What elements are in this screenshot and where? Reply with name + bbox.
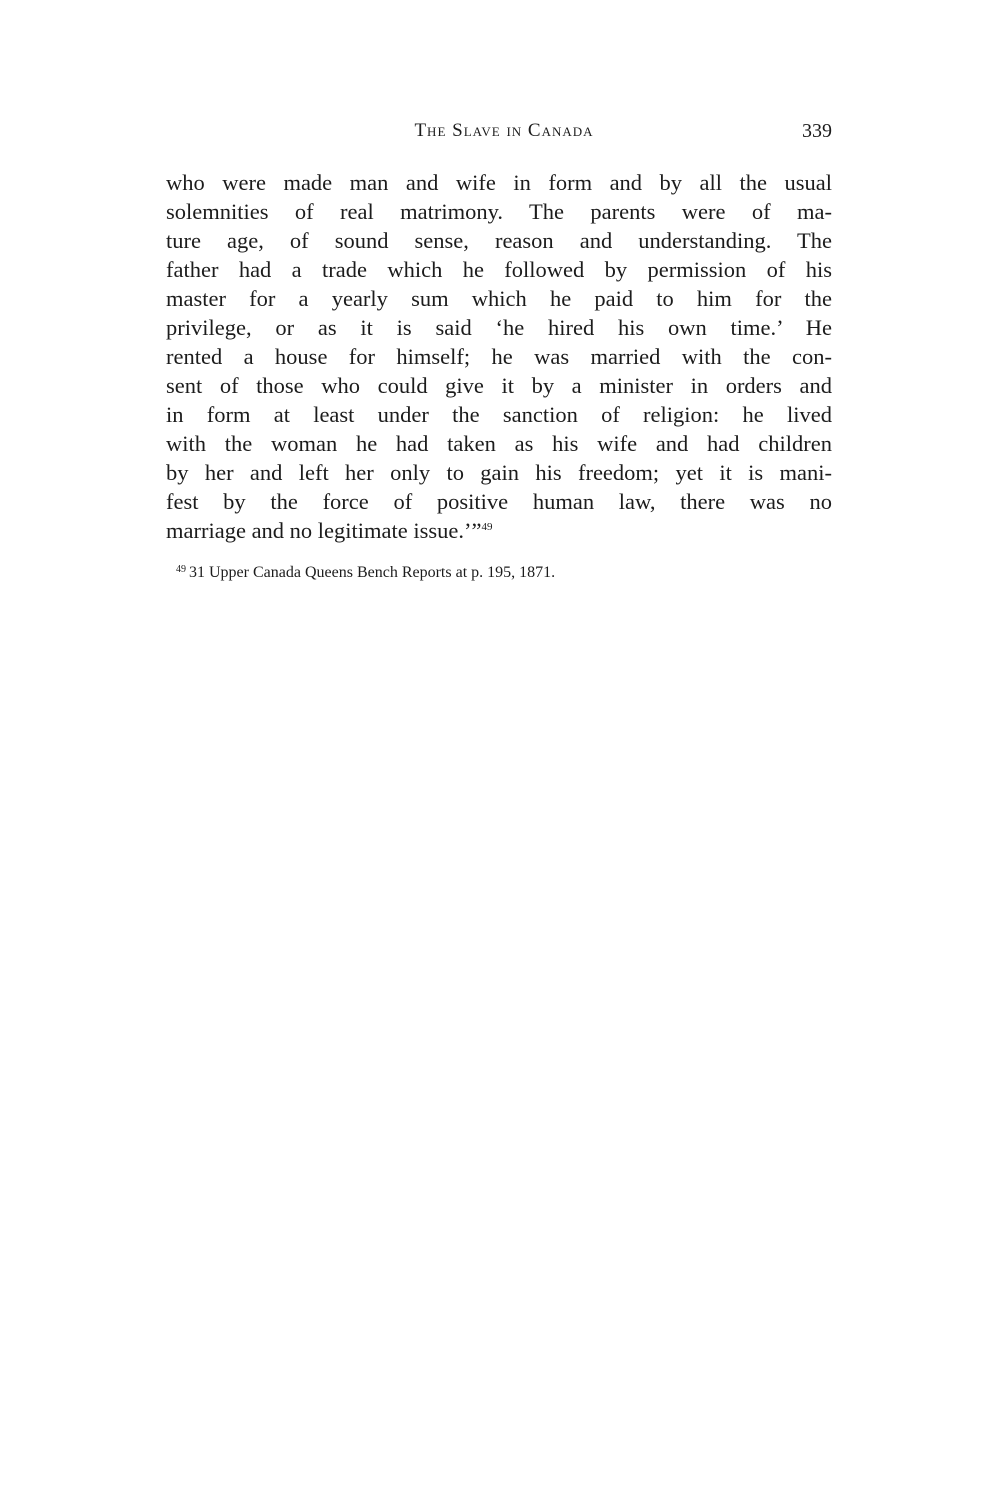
footnote [176, 563, 832, 583]
text-line: privilege, or as it is said ‘he hired his own time.’ He [166, 315, 832, 340]
text-line: by her and left her only to gain his freedom; yet it is mani- [166, 460, 832, 485]
text-line: rented a house for himself; he was married with the con- [166, 344, 832, 369]
text-line: master for a yearly sum which he paid to him for the [166, 286, 832, 311]
last-line-text: marriage and no legitimate issue.’” [166, 518, 482, 543]
text-line-last [166, 516, 832, 545]
text-line: who were made man and wife in form and by all the usual [166, 170, 832, 195]
running-head [166, 120, 832, 150]
running-title: The Slave in Canada [414, 120, 594, 141]
text-line: in form at least under the sanction of religion: he lived [166, 402, 832, 427]
body-paragraph [166, 168, 832, 545]
footnote-marker: 49 [176, 564, 186, 575]
text-line: ture age, of sound sense, reason and understanding. The [166, 228, 832, 253]
text-line: father had a trade which he followed by permission of his [166, 257, 832, 282]
text-line: fest by the force of positive human law, there was no [166, 489, 832, 514]
page-number: 339 [802, 120, 832, 142]
text-line: sent of those who could give it by a minister in orders and [166, 373, 832, 398]
text-line: with the woman he had taken as his wife and had children [166, 431, 832, 456]
footnote-reference: 49 [481, 521, 493, 533]
text-line: solemnities of real matrimony. The parents were of ma- [166, 199, 832, 224]
footnote-text: 31 Upper Canada Queens Bench Reports at p. 195, 1871. [189, 564, 556, 581]
